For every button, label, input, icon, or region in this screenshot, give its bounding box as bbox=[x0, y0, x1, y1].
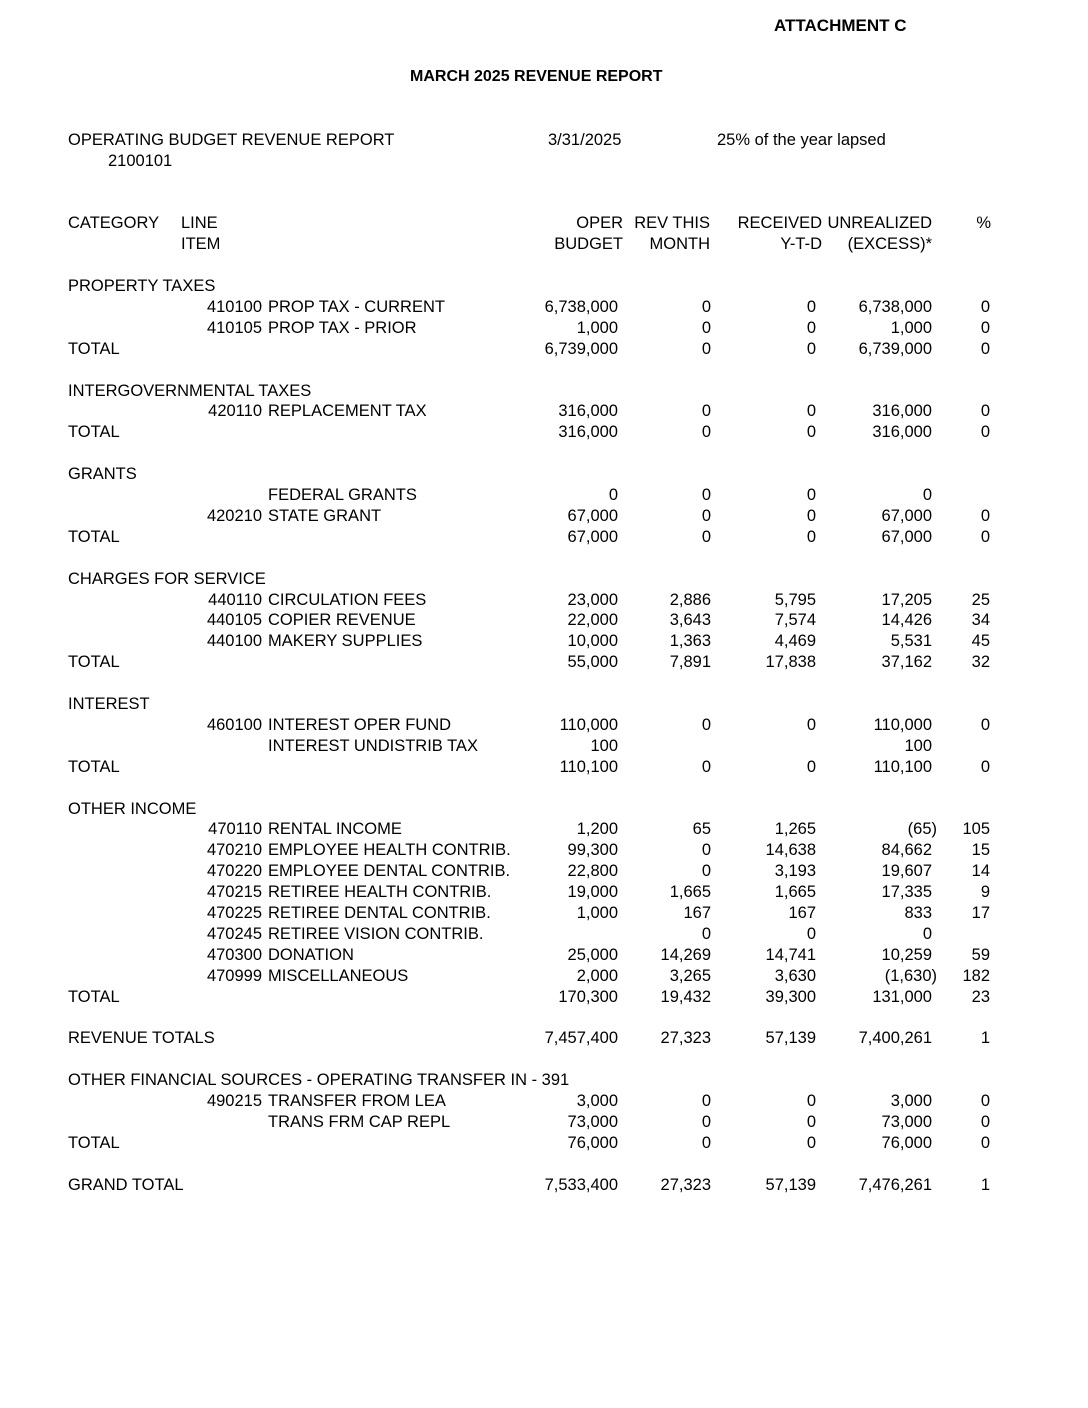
line-item-description: MISCELLANEOUS bbox=[268, 967, 409, 985]
oper-budget-cell: 10,000 bbox=[567, 632, 618, 650]
oper-budget-cell: 316,000 bbox=[558, 423, 618, 441]
received-ytd-cell: 0 bbox=[806, 298, 816, 316]
col-header-ytd: Y-T-D bbox=[780, 235, 822, 253]
percent-cell: 1 bbox=[980, 1176, 990, 1194]
received-ytd-cell: 17,838 bbox=[765, 653, 816, 671]
received-ytd-cell: 14,638 bbox=[765, 841, 816, 859]
oper-budget-cell: 1,200 bbox=[576, 820, 618, 838]
section-heading: CHARGES FOR SERVICE bbox=[68, 570, 266, 588]
rev-this-month-cell: 167 bbox=[683, 904, 711, 922]
line-item-code: 470245 bbox=[206, 925, 262, 943]
oper-budget-cell: 73,000 bbox=[567, 1113, 618, 1131]
line-item-description: RETIREE DENTAL CONTRIB. bbox=[268, 904, 491, 922]
line-item-description: RENTAL INCOME bbox=[268, 820, 402, 838]
oper-budget-cell: 170,300 bbox=[558, 988, 618, 1006]
rev-this-month-cell: 0 bbox=[701, 402, 711, 420]
col-header-category: CATEGORY bbox=[68, 214, 160, 232]
col-header-line: LINE bbox=[181, 214, 218, 232]
line-item-description: STATE GRANT bbox=[268, 507, 382, 525]
received-ytd-cell: 0 bbox=[806, 925, 816, 943]
unrealized-cell: 17,205 bbox=[881, 591, 932, 609]
unrealized-cell: 76,000 bbox=[881, 1134, 932, 1152]
oper-budget-cell: 25,000 bbox=[567, 946, 618, 964]
line-item-description: TRANSFER FROM LEA bbox=[268, 1092, 446, 1110]
line-item-code: 440100 bbox=[206, 632, 262, 650]
percent-cell: 15 bbox=[971, 841, 990, 859]
rev-this-month-cell: 27,323 bbox=[660, 1029, 711, 1047]
rev-this-month-cell: 3,643 bbox=[669, 611, 711, 629]
oper-budget-cell: 0 bbox=[608, 486, 618, 504]
received-ytd-cell: 57,139 bbox=[765, 1029, 816, 1047]
col-header-rev-this: REV THIS bbox=[634, 214, 710, 232]
rev-this-month-cell: 0 bbox=[701, 1092, 711, 1110]
rev-this-month-cell: 1,363 bbox=[669, 632, 711, 650]
unrealized-cell: 6,739,000 bbox=[858, 340, 932, 358]
line-item-description: CIRCULATION FEES bbox=[268, 591, 427, 609]
received-ytd-cell: 0 bbox=[806, 1134, 816, 1152]
received-ytd-cell: 39,300 bbox=[765, 988, 816, 1006]
line-item-description: EMPLOYEE DENTAL CONTRIB. bbox=[268, 862, 511, 880]
received-ytd-cell: 0 bbox=[806, 716, 816, 734]
percent-cell: 0 bbox=[980, 507, 990, 525]
unrealized-cell: 37,162 bbox=[881, 653, 932, 671]
oper-budget-cell: 2,000 bbox=[576, 967, 618, 985]
received-ytd-cell: 0 bbox=[806, 528, 816, 546]
total-label: REVENUE TOTALS bbox=[68, 1029, 215, 1047]
unrealized-cell: 17,335 bbox=[881, 883, 932, 901]
percent-cell: 0 bbox=[980, 528, 990, 546]
oper-budget-cell: 55,000 bbox=[567, 653, 618, 671]
unrealized-cell: 316,000 bbox=[872, 423, 932, 441]
oper-budget-cell: 1,000 bbox=[576, 904, 618, 922]
unrealized-cell: 1,000 bbox=[890, 319, 932, 337]
rev-this-month-cell: 14,269 bbox=[660, 946, 711, 964]
line-item-code: 470300 bbox=[206, 946, 262, 964]
total-label: TOTAL bbox=[68, 653, 120, 671]
unrealized-cell: 5,531 bbox=[890, 632, 932, 650]
line-item-code: 470999 bbox=[206, 967, 262, 985]
line-item-description: DONATION bbox=[268, 946, 354, 964]
unrealized-cell: 67,000 bbox=[881, 507, 932, 525]
line-item-code: 420110 bbox=[208, 402, 262, 420]
rev-this-month-cell: 0 bbox=[701, 319, 711, 337]
unrealized-cell: (1,630) bbox=[884, 967, 937, 985]
received-ytd-cell: 0 bbox=[806, 1092, 816, 1110]
percent-cell: 59 bbox=[971, 946, 990, 964]
total-label: TOTAL bbox=[68, 758, 120, 776]
unrealized-cell: 316,000 bbox=[872, 402, 932, 420]
section-heading: INTERGOVERNMENTAL TAXES bbox=[68, 382, 312, 400]
percent-cell: 32 bbox=[971, 653, 990, 671]
attachment-label: ATTACHMENT C bbox=[774, 16, 907, 35]
total-label: TOTAL bbox=[68, 423, 120, 441]
rev-this-month-cell: 0 bbox=[701, 423, 711, 441]
received-ytd-cell: 57,139 bbox=[765, 1176, 816, 1194]
line-item-code: 410105 bbox=[206, 319, 262, 337]
col-header-budget: BUDGET bbox=[554, 235, 623, 253]
received-ytd-cell: 0 bbox=[806, 340, 816, 358]
received-ytd-cell: 0 bbox=[806, 402, 816, 420]
percent-cell: 0 bbox=[980, 319, 990, 337]
received-ytd-cell: 1,665 bbox=[774, 883, 816, 901]
rev-this-month-cell: 0 bbox=[701, 862, 711, 880]
unrealized-cell: 100 bbox=[904, 737, 932, 755]
line-item-description: INTEREST UNDISTRIB TAX bbox=[268, 737, 478, 755]
received-ytd-cell: 1,265 bbox=[774, 820, 816, 838]
line-item-description: RETIREE VISION CONTRIB. bbox=[268, 925, 484, 943]
oper-budget-cell: 100 bbox=[590, 737, 618, 755]
line-item-description: TRANS FRM CAP REPL bbox=[268, 1113, 451, 1131]
oper-budget-cell: 316,000 bbox=[558, 402, 618, 420]
rev-this-month-cell: 0 bbox=[701, 841, 711, 859]
line-item-code: 470220 bbox=[206, 862, 262, 880]
percent-cell: 17 bbox=[971, 904, 990, 922]
line-item-description: EMPLOYEE HEALTH CONTRIB. bbox=[268, 841, 511, 859]
percent-cell: 0 bbox=[980, 298, 990, 316]
unrealized-cell: 84,662 bbox=[881, 841, 932, 859]
col-header-month: MONTH bbox=[649, 235, 710, 253]
rev-this-month-cell: 0 bbox=[701, 486, 711, 504]
line-item-code: 460100 bbox=[206, 716, 262, 734]
total-label: TOTAL bbox=[68, 528, 120, 546]
unrealized-cell: 110,100 bbox=[873, 758, 932, 776]
received-ytd-cell: 5,795 bbox=[774, 591, 816, 609]
line-item-description: FEDERAL GRANTS bbox=[268, 486, 417, 504]
unrealized-cell: 10,259 bbox=[881, 946, 932, 964]
received-ytd-cell: 0 bbox=[806, 1113, 816, 1131]
percent-cell: 25 bbox=[971, 591, 990, 609]
rev-this-month-cell: 0 bbox=[701, 340, 711, 358]
percent-cell: 0 bbox=[980, 758, 990, 776]
received-ytd-cell: 4,469 bbox=[774, 632, 816, 650]
line-item-code: 470210 bbox=[206, 841, 262, 859]
unrealized-cell: 14,426 bbox=[881, 611, 932, 629]
rev-this-month-cell: 1,665 bbox=[669, 883, 711, 901]
unrealized-cell: (65) bbox=[907, 820, 937, 838]
received-ytd-cell: 0 bbox=[806, 486, 816, 504]
rev-this-month-cell: 65 bbox=[692, 820, 711, 838]
percent-cell: 34 bbox=[971, 611, 990, 629]
received-ytd-cell: 0 bbox=[806, 758, 816, 776]
rev-this-month-cell: 27,323 bbox=[660, 1176, 711, 1194]
col-header-unrealized: UNREALIZED bbox=[827, 214, 932, 232]
line-item-code: 470215 bbox=[206, 883, 262, 901]
rev-this-month-cell: 2,886 bbox=[669, 591, 711, 609]
line-item-code: 470110 bbox=[208, 820, 262, 838]
rev-this-month-cell: 0 bbox=[701, 925, 711, 943]
percent-cell: 9 bbox=[980, 883, 990, 901]
col-header-excess: (EXCESS)* bbox=[847, 235, 932, 253]
percent-cell: 0 bbox=[980, 1092, 990, 1110]
percent-cell: 0 bbox=[980, 423, 990, 441]
line-item-code: 440110 bbox=[208, 591, 262, 609]
oper-budget-cell: 22,800 bbox=[567, 862, 618, 880]
percent-cell: 0 bbox=[980, 402, 990, 420]
line-item-description: INTEREST OPER FUND bbox=[268, 716, 452, 734]
oper-budget-cell: 99,300 bbox=[567, 841, 618, 859]
rev-this-month-cell: 0 bbox=[701, 1134, 711, 1152]
section-heading: PROPERTY TAXES bbox=[68, 277, 216, 295]
col-header-received: RECEIVED bbox=[737, 214, 822, 232]
oper-budget-cell: 22,000 bbox=[567, 611, 618, 629]
oper-budget-cell: 23,000 bbox=[567, 591, 618, 609]
unrealized-cell: 7,400,261 bbox=[858, 1029, 932, 1047]
total-label: TOTAL bbox=[68, 340, 120, 358]
percent-cell: 0 bbox=[980, 340, 990, 358]
percent-cell: 45 bbox=[971, 632, 990, 650]
section-heading: OTHER INCOME bbox=[68, 800, 197, 818]
received-ytd-cell: 0 bbox=[806, 507, 816, 525]
line-item-description: REPLACEMENT TAX bbox=[268, 402, 427, 420]
oper-budget-cell: 67,000 bbox=[567, 528, 618, 546]
oper-budget-cell: 110,000 bbox=[559, 716, 618, 734]
unrealized-cell: 6,738,000 bbox=[858, 298, 932, 316]
line-item-description: MAKERY SUPPLIES bbox=[268, 632, 423, 650]
percent-cell: 182 bbox=[962, 967, 990, 985]
received-ytd-cell: 3,630 bbox=[774, 967, 816, 985]
section-heading: GRANTS bbox=[68, 465, 137, 483]
oper-budget-cell: 6,739,000 bbox=[544, 340, 618, 358]
total-label: TOTAL bbox=[68, 988, 120, 1006]
year-lapsed-note: 25% of the year lapsed bbox=[717, 131, 886, 149]
oper-budget-cell: 76,000 bbox=[567, 1134, 618, 1152]
total-label: GRAND TOTAL bbox=[68, 1176, 184, 1194]
percent-cell: 0 bbox=[980, 1113, 990, 1131]
line-item-code: 440105 bbox=[206, 611, 262, 629]
received-ytd-cell: 167 bbox=[788, 904, 816, 922]
oper-budget-cell: 7,533,400 bbox=[544, 1176, 618, 1194]
received-ytd-cell: 14,741 bbox=[765, 946, 816, 964]
col-header-percent: % bbox=[976, 214, 991, 232]
oper-budget-cell: 110,100 bbox=[559, 758, 618, 776]
percent-cell: 0 bbox=[980, 716, 990, 734]
oper-budget-cell: 1,000 bbox=[576, 319, 618, 337]
unrealized-cell: 67,000 bbox=[881, 528, 932, 546]
unrealized-cell: 7,476,261 bbox=[858, 1176, 932, 1194]
unrealized-cell: 19,607 bbox=[881, 862, 932, 880]
oper-budget-cell: 67,000 bbox=[567, 507, 618, 525]
report-date: 3/31/2025 bbox=[548, 131, 622, 149]
line-item-code: 420210 bbox=[206, 507, 262, 525]
rev-this-month-cell: 0 bbox=[701, 758, 711, 776]
line-item-code: 470225 bbox=[206, 904, 262, 922]
col-header-item: ITEM bbox=[181, 235, 221, 253]
percent-cell: 105 bbox=[962, 820, 990, 838]
rev-this-month-cell: 0 bbox=[701, 1113, 711, 1131]
line-item-description: RETIREE HEALTH CONTRIB. bbox=[268, 883, 492, 901]
rev-this-month-cell: 0 bbox=[701, 716, 711, 734]
oper-budget-cell: 6,738,000 bbox=[544, 298, 618, 316]
line-item-code: 410100 bbox=[206, 298, 262, 316]
unrealized-cell: 833 bbox=[904, 904, 932, 922]
oper-budget-cell: 3,000 bbox=[576, 1092, 618, 1110]
section-heading: INTEREST bbox=[68, 695, 150, 713]
unrealized-cell: 131,000 bbox=[872, 988, 932, 1006]
percent-cell: 23 bbox=[971, 988, 990, 1006]
percent-cell: 1 bbox=[980, 1029, 990, 1047]
unrealized-cell: 73,000 bbox=[881, 1113, 932, 1131]
page-title: MARCH 2025 REVENUE REPORT bbox=[410, 68, 663, 85]
report-name: OPERATING BUDGET REVENUE REPORT bbox=[68, 131, 395, 149]
fund-code: 2100101 bbox=[108, 152, 173, 170]
line-item-description: COPIER REVENUE bbox=[268, 611, 416, 629]
unrealized-cell: 0 bbox=[922, 925, 932, 943]
rev-this-month-cell: 19,432 bbox=[660, 988, 711, 1006]
col-header-oper: OPER bbox=[576, 214, 623, 232]
received-ytd-cell: 3,193 bbox=[774, 862, 816, 880]
rev-this-month-cell: 0 bbox=[701, 298, 711, 316]
percent-cell: 0 bbox=[980, 1134, 990, 1152]
received-ytd-cell: 7,574 bbox=[774, 611, 816, 629]
unrealized-cell: 3,000 bbox=[890, 1092, 932, 1110]
total-label: TOTAL bbox=[68, 1134, 120, 1152]
received-ytd-cell: 0 bbox=[806, 319, 816, 337]
line-item-description: PROP TAX - PRIOR bbox=[268, 319, 417, 337]
oper-budget-cell: 7,457,400 bbox=[544, 1029, 618, 1047]
percent-cell: 14 bbox=[971, 862, 990, 880]
unrealized-cell: 110,000 bbox=[873, 716, 932, 734]
received-ytd-cell: 0 bbox=[806, 423, 816, 441]
rev-this-month-cell: 7,891 bbox=[669, 653, 711, 671]
rev-this-month-cell: 0 bbox=[701, 507, 711, 525]
line-item-code: 490215 bbox=[206, 1092, 262, 1110]
line-item-description: PROP TAX - CURRENT bbox=[268, 298, 445, 316]
section-heading: OTHER FINANCIAL SOURCES - OPERATING TRANSFER IN - 391 bbox=[68, 1071, 570, 1089]
rev-this-month-cell: 3,265 bbox=[669, 967, 711, 985]
rev-this-month-cell: 0 bbox=[701, 528, 711, 546]
oper-budget-cell: 19,000 bbox=[567, 883, 618, 901]
unrealized-cell: 0 bbox=[922, 486, 932, 504]
